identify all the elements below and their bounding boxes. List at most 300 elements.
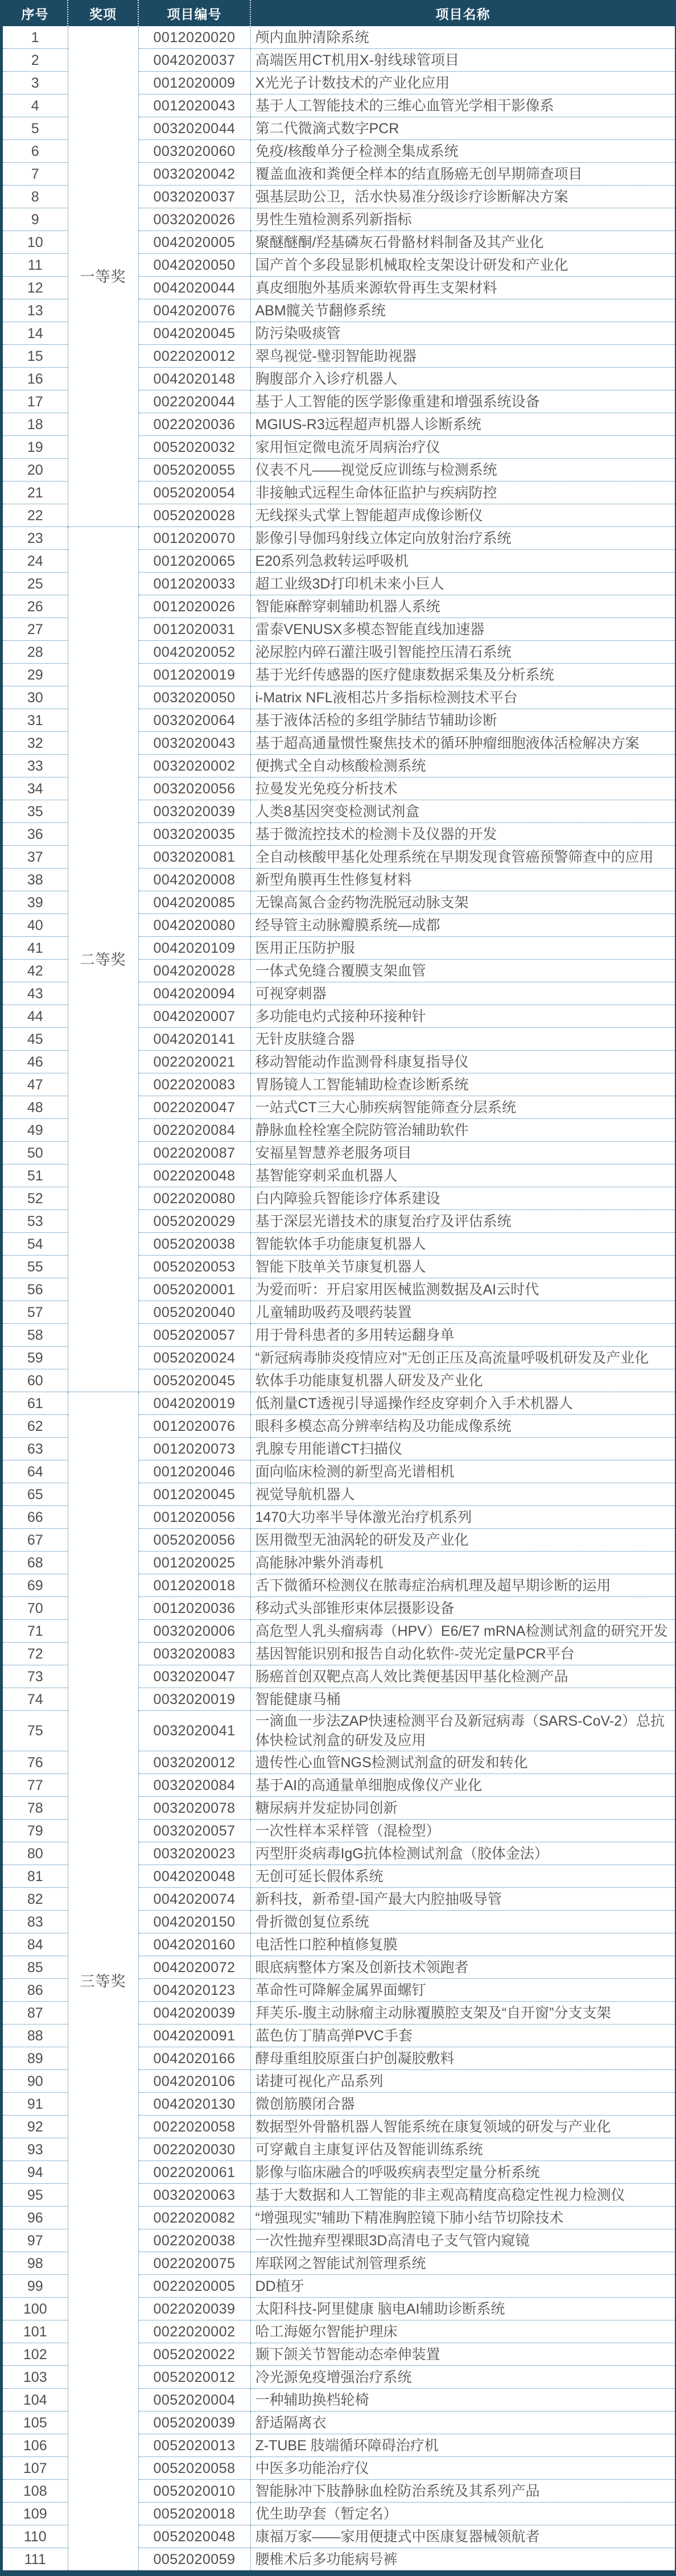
code-cell: 0022020039 (138, 2298, 250, 2320)
code-cell: 0042020050 (138, 254, 250, 277)
serial-cell: 23 (3, 527, 68, 550)
code-cell: 0022020002 (138, 2320, 250, 2343)
serial-cell: 3 (3, 72, 68, 94)
name-cell: 用于骨科患者的多用转运翻身单 (250, 1324, 675, 1347)
code-cell: 0052020029 (138, 1210, 250, 1233)
serial-cell: 51 (3, 1164, 68, 1187)
code-cell: 0032020019 (138, 1688, 250, 1711)
serial-cell: 2 (3, 49, 68, 72)
code-cell: 0042020141 (138, 1028, 250, 1051)
code-cell: 0052020040 (138, 1301, 250, 1324)
name-cell: i-Matrix NFL液相芯片多指标检测技术平台 (250, 686, 675, 709)
serial-cell: 39 (3, 891, 68, 914)
serial-cell: 74 (3, 1688, 68, 1711)
code-cell: 0042020028 (138, 960, 250, 982)
code-cell: 0042020005 (138, 231, 250, 254)
serial-cell: 57 (3, 1301, 68, 1324)
col-header-name: 项目名称 (250, 0, 675, 26)
name-cell: 为爱而听：开启家用医械监测数据及AI云时代 (250, 1278, 675, 1301)
serial-cell: 97 (3, 2229, 68, 2252)
code-cell: 0042020094 (138, 982, 250, 1005)
serial-cell: 88 (3, 2024, 68, 2047)
serial-cell: 10 (3, 231, 68, 254)
serial-cell: 79 (3, 1820, 68, 1842)
serial-cell: 4 (3, 94, 68, 117)
table-row (3, 1392, 675, 1415)
name-cell: 颞下颌关节智能动态牵伸装置 (250, 2343, 675, 2366)
name-cell: 影像引导伽玛射线立体定向放射治疗系统 (250, 527, 675, 550)
code-cell: 0022020084 (138, 1119, 250, 1142)
table-body (3, 26, 675, 2570)
serial-cell: 46 (3, 1051, 68, 1073)
code-cell: 0052020013 (138, 2434, 250, 2457)
code-cell: 0052020022 (138, 2343, 250, 2366)
serial-cell: 62 (3, 1415, 68, 1438)
name-cell: 高危型人乳头瘤病毒（HPV）E6/E7 mRNA检测试剂盒的研究开发 (250, 1620, 675, 1643)
name-cell: 遗传性心血管NGS检测试剂盒的研发和转化 (250, 1751, 675, 1774)
code-cell: 0042020044 (138, 277, 250, 299)
name-cell: 电活性口腔种植修复膜 (250, 1933, 675, 1956)
name-cell: 一次性抛弃型裸眼3D高清电子支气管内窥镜 (250, 2229, 675, 2252)
name-cell: 无针皮肤缝合器 (250, 1028, 675, 1051)
serial-cell: 47 (3, 1073, 68, 1096)
code-cell: 0042020074 (138, 1888, 250, 1911)
code-cell: 0042020080 (138, 914, 250, 937)
name-cell: 拜芙乐-腹主动脉瘤主动脉覆膜腔支架及“自开窗”分支支架 (250, 2002, 675, 2024)
name-cell: 丙型肝炎病毒IgG抗体检测试剂盒（胶体金法） (250, 1842, 675, 1865)
name-cell: 便携式全自动核酸检测系统 (250, 755, 675, 777)
serial-cell: 27 (3, 618, 68, 641)
code-cell: 0012020065 (138, 550, 250, 573)
code-cell: 0042020039 (138, 2002, 250, 2024)
code-cell: 0032020043 (138, 732, 250, 755)
code-cell: 0052020048 (138, 2525, 250, 2548)
serial-cell: 18 (3, 413, 68, 436)
serial-cell: 38 (3, 869, 68, 891)
name-cell: 白内障验兵智能诊疗体系建设 (250, 1187, 675, 1210)
code-cell: 0032020044 (138, 117, 250, 140)
code-cell: 0032020081 (138, 846, 250, 869)
code-cell: 0052020018 (138, 2503, 250, 2525)
code-cell: 0042020052 (138, 641, 250, 664)
code-cell: 0042020007 (138, 1005, 250, 1028)
name-cell: 全自动核酸甲基化处理系统在早期发现食管癌预警筛查中的应用 (250, 846, 675, 869)
serial-cell: 109 (3, 2503, 68, 2525)
name-cell: 基于AI的高通量单细胞成像仪产业化 (250, 1774, 675, 1797)
name-cell: 糖尿病并发症协同创新 (250, 1797, 675, 1820)
code-cell: 0052020024 (138, 1347, 250, 1369)
serial-cell: 16 (3, 368, 68, 390)
serial-cell: 76 (3, 1751, 68, 1774)
serial-cell: 100 (3, 2298, 68, 2320)
name-cell: 基于人工智能技术的三维心血管光学相干影像系 (250, 94, 675, 117)
name-cell: 智能下肢单关节康复机器人 (250, 1256, 675, 1278)
serial-cell: 36 (3, 823, 68, 846)
name-cell: 聚醚醚酮/羟基磷灰石骨骼材料制备及其产业化 (250, 231, 675, 254)
code-cell: 0012020043 (138, 94, 250, 117)
code-cell: 0032020060 (138, 140, 250, 163)
code-cell: 0022020036 (138, 413, 250, 436)
serial-cell: 108 (3, 2480, 68, 2503)
award-cell: 二等奖 (68, 527, 138, 1392)
name-cell: 诺捷可视化产品系列 (250, 2070, 675, 2093)
serial-cell: 26 (3, 595, 68, 618)
serial-cell: 45 (3, 1028, 68, 1051)
code-cell: 0022020012 (138, 345, 250, 368)
col-header-code: 项目编号 (138, 0, 250, 26)
serial-cell: 99 (3, 2275, 68, 2298)
serial-cell: 8 (3, 186, 68, 208)
serial-cell: 85 (3, 1956, 68, 1979)
code-cell: 0032020083 (138, 1643, 250, 1665)
serial-cell: 21 (3, 482, 68, 504)
name-cell: 颅内血肿清除系统 (250, 26, 675, 49)
serial-cell: 77 (3, 1774, 68, 1797)
name-cell: 酵母重组胶原蛋白护创凝胶敷料 (250, 2047, 675, 2070)
code-cell: 0022020083 (138, 1073, 250, 1096)
serial-cell: 49 (3, 1119, 68, 1142)
serial-cell: 55 (3, 1256, 68, 1278)
code-cell: 0042020048 (138, 1865, 250, 1888)
name-cell: 乳腺专用能谱CT扫描仪 (250, 1438, 675, 1460)
serial-cell: 87 (3, 2002, 68, 2024)
code-cell: 0052020032 (138, 436, 250, 459)
name-cell: 革命性可降解金属界面螺钉 (250, 1979, 675, 2002)
serial-cell: 101 (3, 2320, 68, 2343)
name-cell: 强基层助公卫，活水快易准分级诊疗诊断解决方案 (250, 186, 675, 208)
code-cell: 0052020004 (138, 2389, 250, 2412)
name-cell: 智能健康马桶 (250, 1688, 675, 1711)
name-cell: 医用微型无油涡轮的研发及产业化 (250, 1529, 675, 1552)
name-cell: 一站式CT三大心肺疾病智能筛查分层系统 (250, 1096, 675, 1119)
name-cell: 舌下微循环检测仪在脓毒症治病机理及超早期诊断的运用 (250, 1574, 675, 1597)
name-cell: 微创筋膜闭合器 (250, 2093, 675, 2116)
name-cell: 骨折微创复位系统 (250, 1911, 675, 1933)
serial-cell: 80 (3, 1842, 68, 1865)
serial-cell: 25 (3, 573, 68, 595)
code-cell: 0032020037 (138, 186, 250, 208)
code-cell: 0012020020 (138, 26, 250, 49)
serial-cell: 103 (3, 2366, 68, 2389)
serial-cell: 59 (3, 1347, 68, 1369)
serial-cell: 86 (3, 1979, 68, 2002)
serial-cell: 37 (3, 846, 68, 869)
code-cell: 0012020025 (138, 1552, 250, 1574)
serial-cell: 75 (3, 1711, 68, 1751)
serial-cell: 28 (3, 641, 68, 664)
serial-cell: 111 (3, 2548, 68, 2571)
serial-cell: 68 (3, 1552, 68, 1574)
code-cell: 0012020045 (138, 1483, 250, 1506)
name-cell: 雷泰VENUSX多模态智能直线加速器 (250, 618, 675, 641)
name-cell: 一种辅助换档轮椅 (250, 2389, 675, 2412)
name-cell: 新科技，新希望-国产最大内腔抽吸导管 (250, 1888, 675, 1911)
col-header-award: 奖项 (68, 0, 138, 26)
code-cell: 0022020058 (138, 2116, 250, 2138)
table-header (3, 0, 675, 26)
code-cell: 0022020048 (138, 1164, 250, 1187)
code-cell: 0022020061 (138, 2161, 250, 2184)
serial-cell: 104 (3, 2389, 68, 2412)
name-cell: 视觉导航机器人 (250, 1483, 675, 1506)
name-cell: 影像与临床融合的呼吸疾病表型定量分析系统 (250, 2161, 675, 2184)
serial-cell: 17 (3, 390, 68, 413)
serial-cell: 11 (3, 254, 68, 277)
name-cell: 基因智能识别和报告自动化软件-荧光定量PCR平台 (250, 1643, 675, 1665)
serial-cell: 89 (3, 2047, 68, 2070)
name-cell: 移动式头部锥形束体层摄影设备 (250, 1597, 675, 1620)
name-cell: 可视穿刺器 (250, 982, 675, 1005)
name-cell: 医用正压防护服 (250, 937, 675, 960)
col-header-serial: 序号 (3, 0, 68, 26)
serial-cell: 91 (3, 2093, 68, 2116)
name-cell: 基于人工智能的医学影像重建和增强系统设备 (250, 390, 675, 413)
serial-cell: 60 (3, 1369, 68, 1392)
code-cell: 0022020030 (138, 2138, 250, 2161)
code-cell: 0012020031 (138, 618, 250, 641)
code-cell: 0022020075 (138, 2252, 250, 2275)
serial-cell: 66 (3, 1506, 68, 1529)
serial-cell: 69 (3, 1574, 68, 1597)
code-cell: 0052020059 (138, 2548, 250, 2571)
serial-cell: 35 (3, 800, 68, 823)
serial-cell: 29 (3, 664, 68, 686)
name-cell: 新型角膜再生性修复材料 (250, 869, 675, 891)
code-cell: 0052020012 (138, 2366, 250, 2389)
serial-cell: 95 (3, 2184, 68, 2207)
code-cell: 0052020010 (138, 2480, 250, 2503)
serial-cell: 6 (3, 140, 68, 163)
code-cell: 0012020070 (138, 527, 250, 550)
name-cell: 高端医用CT机用X-射线球管项目 (250, 49, 675, 72)
name-cell: 太阳科技-阿里健康 脑电AI辅助诊断系统 (250, 2298, 675, 2320)
name-cell: 无镍高氮合金药物洗脱冠动脉支架 (250, 891, 675, 914)
serial-cell: 43 (3, 982, 68, 1005)
serial-cell: 44 (3, 1005, 68, 1028)
code-cell: 0042020085 (138, 891, 250, 914)
code-cell: 0012020018 (138, 1574, 250, 1597)
serial-cell: 33 (3, 755, 68, 777)
code-cell: 0032020057 (138, 1820, 250, 1842)
name-cell: 一滴血一步法ZAP快速检测平台及新冠病毒（SARS-CoV-2）总抗体快检试剂盒的研发及应用 (250, 1711, 675, 1751)
name-cell: 哈工海姬尔智能护理床 (250, 2320, 675, 2343)
name-cell: Z-TUBE 肢端循环障碍治疗机 (250, 2434, 675, 2457)
name-cell: 泌尿腔内碎石灌注吸引智能控压清石系统 (250, 641, 675, 664)
name-cell: 翠鸟视觉-璧羽智能助视器 (250, 345, 675, 368)
name-cell: 胸腹部介入诊疗机器人 (250, 368, 675, 390)
name-cell: 儿童辅助吸药及喂药装置 (250, 1301, 675, 1324)
code-cell: 0042020037 (138, 49, 250, 72)
code-cell: 0052020028 (138, 504, 250, 527)
serial-cell: 5 (3, 117, 68, 140)
name-cell: 低剂量CT透视引导遥操作经皮穿刺介入手术机器人 (250, 1392, 675, 1415)
name-cell: 男性生殖检测系列新指标 (250, 208, 675, 231)
serial-cell: 65 (3, 1483, 68, 1506)
serial-cell: 92 (3, 2116, 68, 2138)
serial-cell: 98 (3, 2252, 68, 2275)
code-cell: 0052020001 (138, 1278, 250, 1301)
code-cell: 0022020080 (138, 1187, 250, 1210)
code-cell: 0052020053 (138, 1256, 250, 1278)
code-cell: 0012020026 (138, 595, 250, 618)
code-cell: 0032020039 (138, 800, 250, 823)
code-cell: 0042020109 (138, 937, 250, 960)
name-cell: 无创可延长假体系统 (250, 1865, 675, 1888)
code-cell: 0032020078 (138, 1797, 250, 1820)
name-cell: 康福万家——家用便捷式中医康复器械领航者 (250, 2525, 675, 2548)
code-cell: 0042020148 (138, 368, 250, 390)
serial-cell: 83 (3, 1911, 68, 1933)
serial-cell: 72 (3, 1643, 68, 1665)
serial-cell: 9 (3, 208, 68, 231)
name-cell: 安福星智慧养老服务项目 (250, 1142, 675, 1164)
serial-cell: 20 (3, 459, 68, 482)
name-cell: E20系列急救转运呼吸机 (250, 550, 675, 573)
serial-cell: 22 (3, 504, 68, 527)
table-row (3, 527, 675, 550)
serial-cell: 14 (3, 322, 68, 345)
name-cell: 眼底病整体方案及创新技术领跑者 (250, 1956, 675, 1979)
serial-cell: 1 (3, 26, 68, 49)
name-cell: 非接触式远程生命体征监护与疾病防控 (250, 482, 675, 504)
code-cell: 0052020056 (138, 1529, 250, 1552)
code-cell: 0022020087 (138, 1142, 250, 1164)
code-cell: 0032020050 (138, 686, 250, 709)
serial-cell: 84 (3, 1933, 68, 1956)
code-cell: 0052020045 (138, 1369, 250, 1392)
serial-cell: 34 (3, 777, 68, 800)
code-cell: 0012020046 (138, 1460, 250, 1483)
code-cell: 0052020058 (138, 2457, 250, 2480)
code-cell: 0052020039 (138, 2412, 250, 2434)
serial-cell: 15 (3, 345, 68, 368)
name-cell: “新冠病毒肺炎疫情应对”无创正压及高流量呼吸机研发及产业化 (250, 1347, 675, 1369)
code-cell: 0042020130 (138, 2093, 250, 2116)
name-cell: 智能软体手功能康复机器人 (250, 1233, 675, 1256)
name-cell: 真皮细胞外基质来源软骨再生支架材料 (250, 277, 675, 299)
serial-cell: 61 (3, 1392, 68, 1415)
name-cell: 智能麻醉穿刺辅助机器人系统 (250, 595, 675, 618)
name-cell: 数据型外骨骼机器人智能系统在康复领域的研发与产业化 (250, 2116, 675, 2138)
code-cell: 0042020123 (138, 1979, 250, 2002)
name-cell: 一体式免缝合覆膜支架血管 (250, 960, 675, 982)
code-cell: 0032020056 (138, 777, 250, 800)
serial-cell: 41 (3, 937, 68, 960)
code-cell: 0042020008 (138, 869, 250, 891)
name-cell: 多功能电灼式接种环接种针 (250, 1005, 675, 1028)
serial-cell: 64 (3, 1460, 68, 1483)
name-cell: X光光子计数技术的产业化应用 (250, 72, 675, 94)
serial-cell: 102 (3, 2343, 68, 2366)
serial-cell: 105 (3, 2412, 68, 2434)
header-row (3, 0, 675, 26)
serial-cell: 110 (3, 2525, 68, 2548)
code-cell: 0012020076 (138, 1415, 250, 1438)
code-cell: 0032020047 (138, 1665, 250, 1688)
serial-cell: 48 (3, 1096, 68, 1119)
code-cell: 0012020033 (138, 573, 250, 595)
name-cell: 智能脉冲下肢静脉血栓防治系统及其系列产品 (250, 2480, 675, 2503)
name-cell: 眼科多模态高分辨率结构及功能成像系统 (250, 1415, 675, 1438)
code-cell: 0052020057 (138, 1324, 250, 1347)
code-cell: 0042020166 (138, 2047, 250, 2070)
name-cell: 经导管主动脉瓣膜系统—成都 (250, 914, 675, 937)
code-cell: 0022020021 (138, 1051, 250, 1073)
code-cell: 0032020041 (138, 1711, 250, 1751)
name-cell: 可穿戴自主康复评估及智能训练系统 (250, 2138, 675, 2161)
code-cell: 0052020038 (138, 1233, 250, 1256)
code-cell: 0042020150 (138, 1911, 250, 1933)
code-cell: 0042020045 (138, 322, 250, 345)
name-cell: 软体手功能康复机器人研发及产业化 (250, 1369, 675, 1392)
serial-cell: 12 (3, 277, 68, 299)
code-cell: 0032020063 (138, 2184, 250, 2207)
code-cell: 0042020076 (138, 299, 250, 322)
award-cell: 一等奖 (68, 26, 138, 527)
code-cell: 0022020082 (138, 2207, 250, 2229)
name-cell: 腰椎术后多功能病号裤 (250, 2548, 675, 2571)
name-cell: 基于深层光谱技术的康复治疗及评估系统 (250, 1210, 675, 1233)
code-cell: 0032020084 (138, 1774, 250, 1797)
serial-cell: 93 (3, 2138, 68, 2161)
name-cell: 肠癌首创双靶点高人效比粪便基因甲基化检测产品 (250, 1665, 675, 1688)
code-cell: 0052020055 (138, 459, 250, 482)
serial-cell: 40 (3, 914, 68, 937)
serial-cell: 58 (3, 1324, 68, 1347)
name-cell: 超工业级3D打印机未来小巨人 (250, 573, 675, 595)
code-cell: 0042020019 (138, 1392, 250, 1415)
name-cell: DD植牙 (250, 2275, 675, 2298)
name-cell: ABM髋关节翻修系统 (250, 299, 675, 322)
name-cell: 移动智能动作监测骨科康复指导仪 (250, 1051, 675, 1073)
name-cell: 家用恒定微电流牙周病治疗仪 (250, 436, 675, 459)
code-cell: 0042020160 (138, 1933, 250, 1956)
code-cell: 0022020005 (138, 2275, 250, 2298)
code-cell: 0012020056 (138, 1506, 250, 1529)
table-row (3, 26, 675, 49)
name-cell: 拉曼发光免疫分析技术 (250, 777, 675, 800)
name-cell: “增强现实”辅助下精准胸腔镜下肺小结节切除技术 (250, 2207, 675, 2229)
code-cell: 0032020042 (138, 163, 250, 186)
serial-cell: 31 (3, 709, 68, 732)
serial-cell: 7 (3, 163, 68, 186)
serial-cell: 78 (3, 1797, 68, 1820)
serial-cell: 54 (3, 1233, 68, 1256)
name-cell: 基于液体活检的多组学肺结节辅助诊断 (250, 709, 675, 732)
name-cell: 蓝色仿丁腈高弹PVC手套 (250, 2024, 675, 2047)
name-cell: 基于微流控技术的检测卡及仪器的开发 (250, 823, 675, 846)
serial-cell: 30 (3, 686, 68, 709)
serial-cell: 82 (3, 1888, 68, 1911)
name-cell: MGIUS-R3远程超声机器人诊断系统 (250, 413, 675, 436)
code-cell: 0052020054 (138, 482, 250, 504)
serial-cell: 107 (3, 2457, 68, 2480)
serial-cell: 67 (3, 1529, 68, 1552)
name-cell: 无线探头式掌上智能超声成像诊断仪 (250, 504, 675, 527)
serial-cell: 24 (3, 550, 68, 573)
code-cell: 0012020073 (138, 1438, 250, 1460)
name-cell: 免疫/核酸单分子检测全集成系统 (250, 140, 675, 163)
code-cell: 0012020019 (138, 664, 250, 686)
name-cell: 基智能穿刺采血机器人 (250, 1164, 675, 1187)
name-cell: 国产首个多段显影机械取栓支架设计研发和产业化 (250, 254, 675, 277)
serial-cell: 32 (3, 732, 68, 755)
code-cell: 0022020047 (138, 1096, 250, 1119)
name-cell: 舒适隔离衣 (250, 2412, 675, 2434)
serial-cell: 13 (3, 299, 68, 322)
code-cell: 0032020006 (138, 1620, 250, 1643)
code-cell: 0032020064 (138, 709, 250, 732)
